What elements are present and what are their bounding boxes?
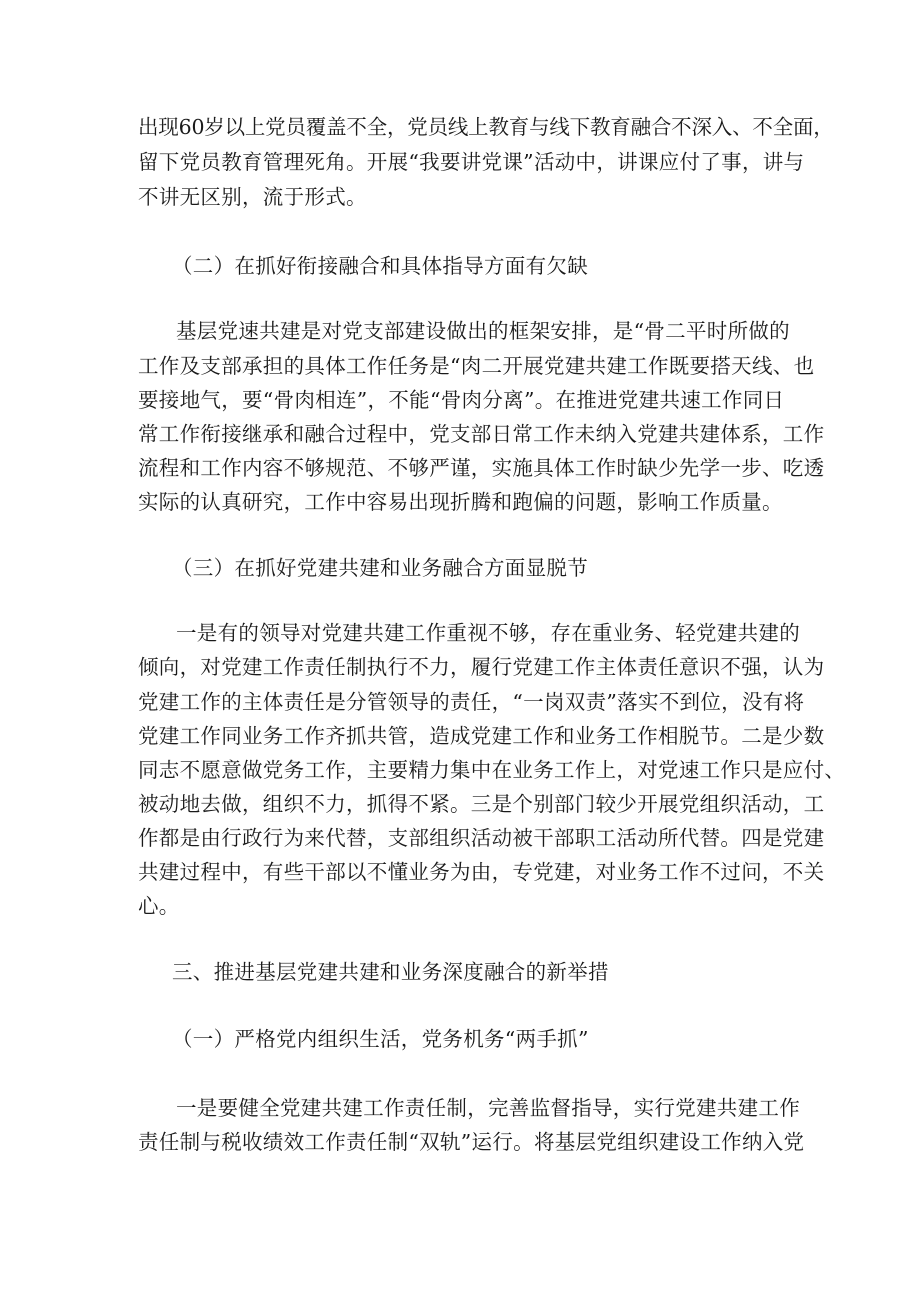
text-line: 出现60岁以上党员覆盖不全，党员线上教育与线下教育融合不深入、不全面， — [138, 115, 834, 139]
text-line: 作都是由行政行为来代替，支部组织活动被干部职工活动所代替。四是党建 — [138, 826, 825, 850]
text-line: 基层党速共建是对党支部建设做出的框架安排，是“骨二平时所做的 — [176, 319, 790, 343]
text-line: 留下党员教育管理死角。开展“我要讲党课”活动中，讲课应付了事，讲与 — [138, 150, 805, 174]
text-line: 心。 — [138, 894, 180, 918]
text-line: 不讲无区别，流于形式。 — [138, 185, 367, 209]
text-line: 一是有的领导对党建共建工作重视不够，存在重业务、轻党建共建的 — [176, 621, 800, 645]
text-line: 实际的认真研究，工作中容易出现折腾和跑偏的问题，影响工作质量。 — [138, 490, 783, 514]
text-line: 工作及支部承担的具体工作任务是“肉二开展党建共建工作既要搭天线、也 — [138, 354, 815, 378]
section-heading: （一）严格党内组织生活，党务机务“两手抓” — [172, 1027, 589, 1051]
text-line: 共建过程中，有些干部以不懂业务为由，专党建，对业务工作不过问，不关 — [138, 860, 825, 884]
text-line: 同志不愿意做党务工作，主要精力集中在业务工作上，对党速工作只是应付、 — [138, 758, 846, 782]
text-line: 党建工作同业务工作齐抓共管，造成党建工作和业务工作相脱节。二是少数 — [138, 724, 825, 748]
text-line: 被动地去做，组织不力，抓得不紧。三是个别部门较少开展党组织活动，工 — [138, 792, 825, 816]
text-line: 党建工作的主体责任是分管领导的责任，“一岗双责”落实不到位，没有将 — [138, 690, 805, 714]
section-heading: （三）在抓好党建共建和业务融合方面显脱节 — [172, 556, 588, 580]
text-line: 流程和工作内容不够规范、不够严谨，实施具体工作时缺少先学一步、吃透 — [138, 456, 825, 480]
text-line: 常工作衔接继承和融合过程中，党支部日常工作未纳入党建共建体系，工作 — [138, 422, 825, 446]
text-line: 责任制与税收绩效工作责任制“双轨”运行。将基层党组织建设工作纳入党 — [138, 1130, 805, 1154]
section-heading: （二）在抓好衔接融合和具体指导方面有欠缺 — [172, 254, 588, 278]
chapter-heading: 三、推进基层党建共建和业务深度融合的新举措 — [172, 960, 609, 984]
text-line: 要接地气，要“骨肉相连”，不能“骨肉分离”。在推进党建共速工作同日 — [138, 388, 785, 412]
text-line: 一是要健全党建共建工作责任制，完善监督指导，实行党建共建工作 — [176, 1096, 800, 1120]
text-line: 倾向，对党建工作责任制执行不力，履行党建工作主体责任意识不强，认为 — [138, 655, 825, 679]
